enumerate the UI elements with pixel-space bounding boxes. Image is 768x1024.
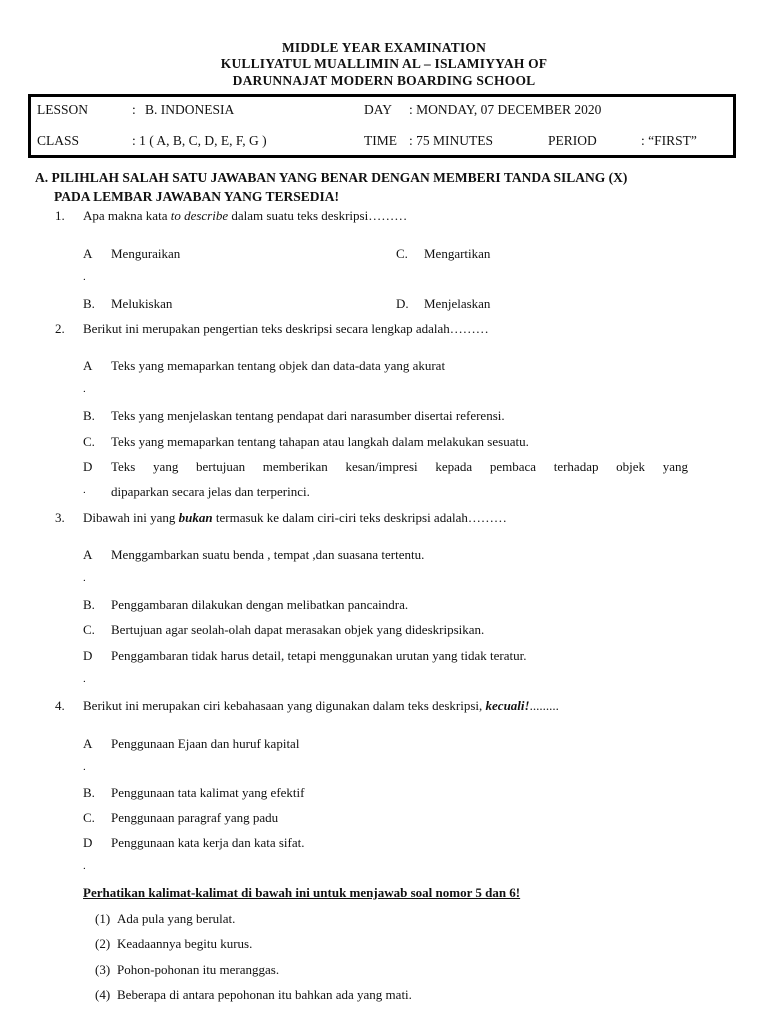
option-text: Penggunaan paragraf yang padu <box>111 810 279 825</box>
lesson-value: B. INDONESIA <box>145 102 235 117</box>
option-text: Bertujuan agar seolah-olah dapat merasakan objek yang dideskripsikan. <box>111 622 485 637</box>
question-number: 4. <box>55 698 65 713</box>
option-text: Teks yang bertujuan memberikan kesan/impresi kepada pembaca terhadap objek yang <box>111 459 688 474</box>
question-text: Berikut ini merupakan pengertian teks deskripsi secara lengkap adalah……… <box>83 321 489 336</box>
lesson-label: LESSON <box>37 102 89 117</box>
dot-mark: . <box>83 484 86 496</box>
dot-mark: . <box>83 860 86 872</box>
option-text-continued: dipaparkan secara jelas dan terperinci. <box>111 484 310 499</box>
question-number: 3. <box>55 510 65 525</box>
option-text: Penggunaan tata kalimat yang efektif <box>111 785 305 800</box>
option-text: Teks yang menjelaskan tentang pendapat dari narasumber disertai referensi. <box>111 408 505 423</box>
question-text: Dibawah ini yang bukan termasuk ke dalam ciri-ciri teks deskripsi adalah……… <box>83 510 507 525</box>
option-letter: B. <box>83 785 95 800</box>
period-label: PERIOD <box>548 133 597 148</box>
option-text: Melukiskan <box>111 296 173 311</box>
sentence-number: (2) <box>95 936 111 951</box>
instruction-line1: A. PILIHLAH SALAH SATU JAWABAN YANG BENAR DENGAN MEMBERI TANDA SILANG (X) <box>35 170 628 185</box>
sentence-text: Pohon-pohonan itu meranggas. <box>117 962 280 977</box>
sentence-text: Ada pula yang berulat. <box>117 911 236 926</box>
option-letter: A <box>83 736 93 751</box>
question-number: 1. <box>55 208 65 223</box>
sentence-number: (4) <box>95 987 111 1002</box>
option-letter: C. <box>83 622 95 637</box>
option-letter: B. <box>83 597 95 612</box>
dot-mark: . <box>83 673 86 685</box>
time-label: TIME <box>364 133 397 148</box>
dot-mark: . <box>83 761 86 773</box>
period-value: : “FIRST” <box>641 133 697 148</box>
option-letter: D <box>83 459 93 474</box>
section-heading: Perhatikan kalimat-kalimat di bawah ini untuk menjawab soal nomor 5 dan 6! <box>83 885 521 900</box>
question-text: Berikut ini merupakan ciri kebahasaan yang digunakan dalam teks deskripsi, kecuali!......... <box>83 698 559 713</box>
class-label: CLASS <box>37 133 80 148</box>
instruction <box>35 168 755 206</box>
option-letter: D. <box>396 296 409 311</box>
option-letter: C. <box>396 246 408 261</box>
question-number: 2. <box>55 321 65 336</box>
dot-mark: . <box>83 383 86 395</box>
option-text: Menguraikan <box>111 246 181 261</box>
sentence-number: (1) <box>95 911 111 926</box>
option-text: Penggambaran dilakukan dengan melibatkan pancaindra. <box>111 597 409 612</box>
lesson-separator: : <box>132 102 136 117</box>
option-letter: A <box>83 358 93 373</box>
option-text: Penggunaan kata kerja dan kata sifat. <box>111 835 305 850</box>
option-letter: D <box>83 648 93 663</box>
option-letter: B. <box>83 296 95 311</box>
day-label: DAY <box>364 102 393 117</box>
option-letter: D <box>83 835 93 850</box>
option-text: Penggambaran tidak harus detail, tetapi menggunakan urutan yang tidak teratur. <box>111 648 527 663</box>
sentence-number: (3) <box>95 962 111 977</box>
option-letter: A <box>83 547 93 562</box>
instruction-line2: PADA LEMBAR JAWABAN YANG TERSEDIA! <box>54 189 340 204</box>
school-name-line2: DARUNNAJAT MODERN BOARDING SCHOOL <box>232 73 536 88</box>
option-text: Menjelaskan <box>424 296 491 311</box>
option-letter: B. <box>83 408 95 423</box>
class-value: : 1 ( A, B, C, D, E, F, G ) <box>132 133 267 148</box>
question-text: Apa makna kata to describe dalam suatu teks deskripsi……… <box>83 208 408 223</box>
sentence-text: Keadaannya begitu kurus. <box>117 936 253 951</box>
option-text: Teks yang memaparkan tentang objek dan data-data yang akurat <box>111 358 446 373</box>
time-value: : 75 MINUTES <box>409 133 493 148</box>
school-name-line1: KULLIYATUL MUALLIMIN AL – ISLAMIYYAH OF <box>220 56 548 71</box>
option-text: Mengartikan <box>424 246 491 261</box>
day-value: : MONDAY, 07 DECEMBER 2020 <box>409 102 602 117</box>
sentence-text: Beberapa di antara pepohonan itu bahkan ada yang mati. <box>117 987 412 1002</box>
exam-info-box <box>28 94 736 158</box>
option-text: Menggambarkan suatu benda , tempat ,dan suasana tertentu. <box>111 547 425 562</box>
option-letter: C. <box>83 810 95 825</box>
option-letter: A <box>83 246 93 261</box>
option-letter: C. <box>83 434 95 449</box>
option-text: Penggunaan Ejaan dan huruf kapital <box>111 736 300 751</box>
option-text: Teks yang memaparkan tentang tahapan atau langkah dalam melakukan sesuatu. <box>111 434 529 449</box>
instruction-prefix: A. <box>35 170 49 185</box>
dot-mark: . <box>83 271 86 283</box>
dot-mark: . <box>83 572 86 584</box>
exam-title: MIDDLE YEAR EXAMINATION <box>281 40 487 55</box>
